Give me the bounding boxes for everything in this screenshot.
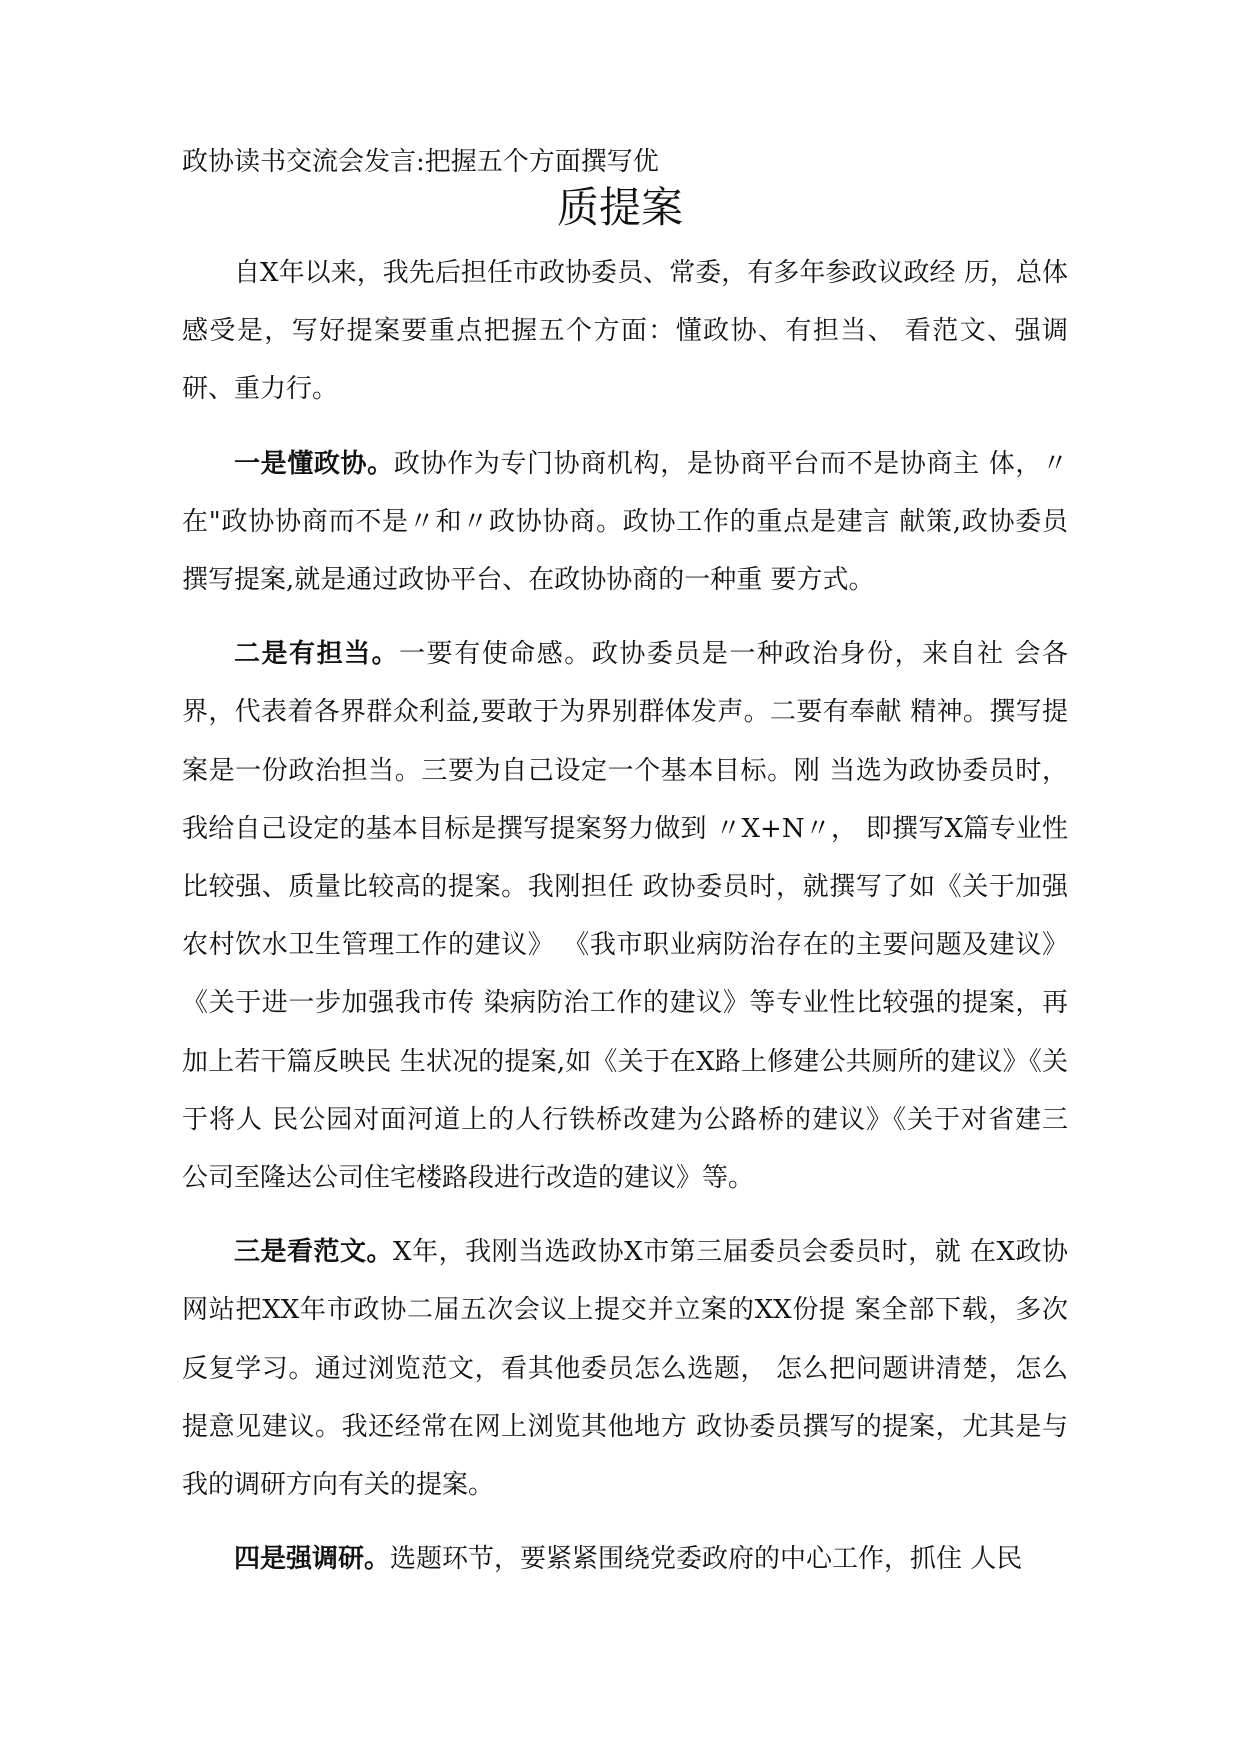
- paragraph-lead: 一是懂政协。: [234, 448, 394, 479]
- paragraph-text: X年，我刚当选政协X市第三届委员会委员时，就 在X政协网站把XX年市政协二届五次会议上提交并立案的XX份提 案全部下载，多次反复学习。通过浏览范文，看其他委员怎么选题， 怎么把问题讲清楚，怎么提意见建议。我还经常在网上浏览其他地方 政协委员撰写的提案，尤其是与我的调研方向有关的提案。: [182, 1237, 1069, 1501]
- paragraph-point-1: [182, 435, 1068, 610]
- paragraph-lead: 四是强调研。: [234, 1544, 391, 1575]
- paragraph-point-4: [182, 1530, 1068, 1588]
- paragraph-intro: [182, 244, 1068, 419]
- paragraph-point-2: [182, 625, 1068, 1207]
- paragraph-lead: 三是看范文。: [234, 1237, 394, 1268]
- paragraph-text: 自X年以来，我先后担任市政协委员、常委，有多年参政议政经 历，总体感受是，写好提案要重点把握五个方面：懂政协、有担当、 看范文、强调研、重力行。: [182, 258, 1068, 405]
- paragraph-lead: 二是有担当。: [234, 639, 400, 670]
- paragraph-text: 选题环节，要紧紧围绕党委政府的中心工作，抓住 人民: [390, 1544, 1023, 1575]
- paragraph-point-3: [182, 1223, 1068, 1514]
- paragraph-text: 政协作为专门协商机构，是协商平台而不是协商主 体，〃在"政协协商而不是〃和〃政协协商。政协工作的重点是建言 献策,政协委员撰写提案,就是通过政协平台、在政协协商的一种重 要方式。: [182, 448, 1068, 596]
- document-title-line-1: 政协读书交流会发言:把握五个方面撰写优: [182, 147, 659, 177]
- document-title-line-2: 质提案: [556, 183, 683, 232]
- document-body: [182, 244, 1068, 1588]
- paragraph-text: 一要有使命感。政协委员是一种政治身份，来自社 会各界，代表着各界群众利益,要敢于为界别群体发声。二要有奉献 精神。撰写提案是一份政治担当。三要为自己设定一个基本目标。刚 当选为政协委员时，我给自己设定的基本目标是撰写提案努力做到 〃X+N〃， 即撰写X篇专业性比较强、质量比较高的提案。我刚担任 政协委员时，就撰写了如《关于加强农村饮水卫生管理工作的建议》 《我市职业病防治存在的主要问题及建议》《关于进一步加强我市传 染病防治工作的建议》等专业性比较强的提案，再加上若干篇反映民 生状况的提案,如《关于在X路上修建公共厕所的建议》《关于将人 民公园对面河道上的人行铁桥改建为公路桥的建议》《关于对省建三 公司至隆达公司住宅楼路段进行改造的建议》等。: [182, 639, 1069, 1194]
